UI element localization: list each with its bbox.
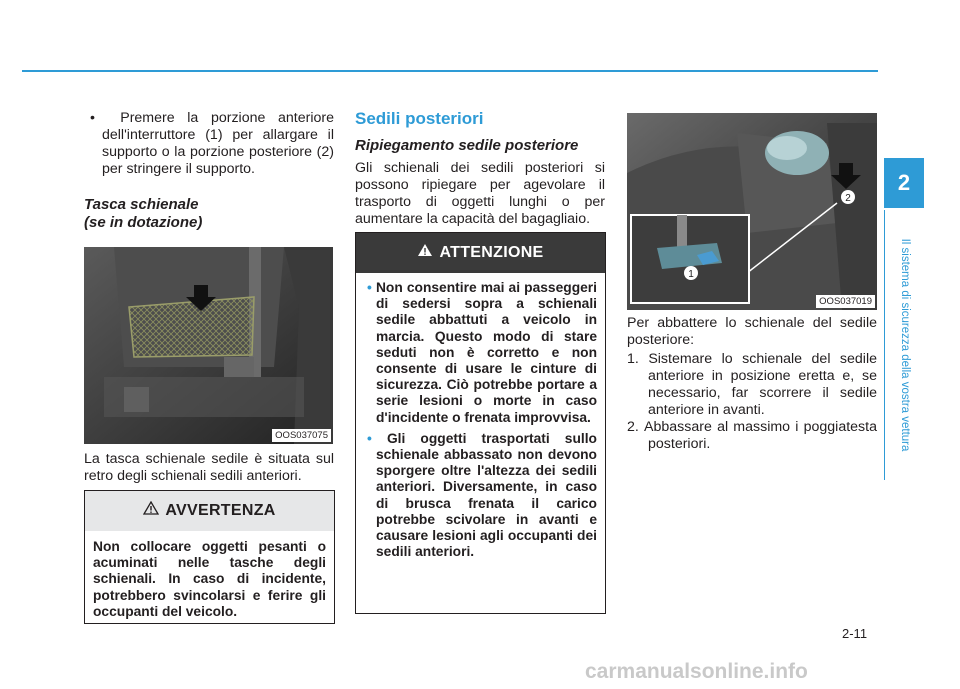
warning-header [85,491,334,531]
caution-body [356,273,605,560]
page-number: 2-11 [842,626,868,641]
warning-triangle-icon [143,491,159,531]
warning-box [84,490,335,624]
image-caption: OOS037075 [272,429,331,442]
chapter-rule [884,210,885,480]
bullet-item: • Premere la porzione anteriore dell'interruttore (1) per allargare il supporto o la porzione posteriore (2) per stringere il supporto. [90,110,334,177]
seatback-pocket-image [84,247,333,444]
pocket-heading: Tasca schienale (se in dotazione) [84,196,203,231]
section-title: Sedili posteriori [355,109,484,128]
callout-2: 2 [845,193,851,204]
caution-box [355,232,606,614]
pocket-paragraph: La tasca schienale sedile è situata sul retro degli schienali sedili anteriori. [84,451,334,484]
rear-seat-image [627,113,877,310]
image-caption: OOS037019 [816,295,875,308]
fold-steps [627,351,877,453]
watermark: carmanualsonline.info [585,660,808,683]
caution-title: ATTENZIONE [439,244,544,262]
warning-triangle-icon [417,233,433,273]
step-item: 2. Abbassare al massimo i poggiatesta posteriori. [627,419,877,452]
warning-title: AVVERTENZA [165,502,276,520]
warning-text: Non collocare oggetti pesanti o acuminati nelle tasche degli schienali. In caso di incidente, potrebbero svincolarsi e ferire gli occupanti del veicolo. [93,539,326,619]
chapter-title: Il sistema di sicurezza della vostra vettura [899,238,911,452]
fold-subheading: Ripiegamento sedile posteriore [355,137,579,154]
caution-item: • Gli oggetti trasportati sullo schienale abbassato non devono sporgere oltre l'altezza dei sedili anteriori. Diversamente, in caso di brusca frenata il carico potrebbe scivolare in avanti e causare lesioni agli occupanti dei sedili anteriori. [367,430,597,560]
callout-1: 1 [688,269,694,280]
fold-paragraph: Gli schienali dei sedili posteriori si possono ripiegare per agevolare il trasporto di oggetti lunghi o per aumentare la capacità del bagagliaio. [355,160,605,227]
header-rule [22,70,878,72]
fold-intro: Per abbattere lo schienale del sedile posteriore: [627,315,877,348]
step-item: 1. Sistemare lo schienale del sedile anteriore in posizione eretta e, se necessario, far scorrere il sedile anteriore in avanti. [627,351,877,418]
caution-item: • Non consentire mai ai passeggeri di sedersi sopra a schienali sedile abbattuti a veicolo in marcia. Questo modo di stare seduti non è corretto e non consente di usare le cinture di sicurezza. Ciò potrebbe portare a serie lesioni o morte in caso d'incidente o frenata improvvisa. [367,280,597,425]
chapter-tab: 2 [884,158,924,208]
right-column [627,315,877,453]
left-column [84,110,334,232]
caution-header [356,233,605,273]
middle-column [355,110,605,228]
